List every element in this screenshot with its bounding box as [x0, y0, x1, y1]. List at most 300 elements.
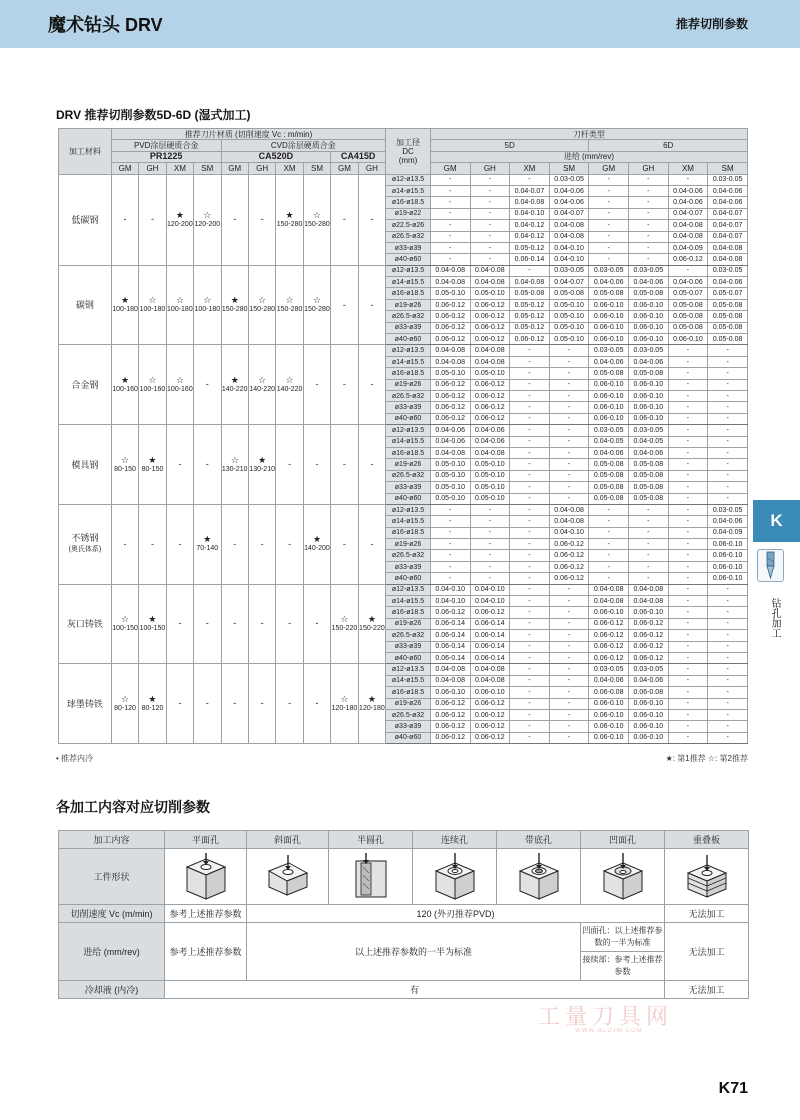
grade-recommendation: -	[276, 584, 303, 664]
feed-value: -	[589, 573, 629, 584]
feed-value: -	[430, 197, 470, 208]
feed-value: 0.06-0.10	[589, 390, 629, 401]
feed-value: 0.05-0.08	[708, 322, 748, 333]
feed-value: -	[708, 652, 748, 663]
feed-value: 0.06-0.08	[589, 687, 629, 698]
feed-value: 0.06-0.12	[430, 379, 470, 390]
diameter-range: ø33-ø39	[386, 482, 431, 493]
feed-value: 0.06-0.12	[589, 630, 629, 641]
feed-value: 0.04-0.05	[629, 436, 669, 447]
feed-value: 0.04-0.08	[629, 584, 669, 595]
feed-value: 0.06-0.10	[589, 698, 629, 709]
feed-value: -	[430, 185, 470, 196]
feed-value: -	[510, 436, 550, 447]
feed-value: -	[510, 379, 550, 390]
grade-recommendation: -	[276, 664, 303, 744]
feed-value: 0.04-0.06	[589, 356, 629, 367]
feed-value: 0.06-0.10	[589, 299, 629, 310]
feed-value: -	[668, 630, 708, 641]
feed-value: 0.06-0.14	[470, 652, 510, 663]
feed-value: 0.05-0.08	[589, 493, 629, 504]
feed-value: -	[549, 607, 589, 618]
feed-value: -	[668, 390, 708, 401]
feed-value: 0.06-0.10	[470, 687, 510, 698]
feed-value: 0.03-0.05	[629, 664, 669, 675]
feed-value: -	[510, 390, 550, 401]
feed-value: 0.04-0.06	[668, 277, 708, 288]
process-params-title: 各加工内容对应切削参数	[56, 799, 210, 815]
feed-value: -	[430, 242, 470, 253]
grade-recommendation: -	[248, 504, 275, 584]
diameter-range: ø12-ø13.5	[386, 584, 431, 595]
feed-value: 0.03-0.05	[629, 265, 669, 276]
feed-value: -	[629, 220, 669, 231]
grade-recommendation: ★ 150-280	[221, 265, 248, 345]
feed-value: 0.06-0.12	[549, 550, 589, 561]
grade-recommendation: ☆ 140-220	[248, 345, 275, 425]
feed-value: 0.06-0.12	[470, 390, 510, 401]
feed-value: -	[629, 561, 669, 572]
feed-value: 0.06-0.12	[470, 334, 510, 345]
feed-value: 0.06-0.12	[470, 322, 510, 333]
feed-value: 0.03-0.05	[589, 345, 629, 356]
diameter-range: ø40-ø60	[386, 254, 431, 265]
feed-value: 0.05-0.10	[430, 459, 470, 470]
cutting-params-table	[58, 128, 748, 744]
diameter-range: ø40-ø60	[386, 652, 431, 663]
feed-value: -	[708, 687, 748, 698]
feed-value: -	[668, 550, 708, 561]
feed-value: 0.05-0.10	[430, 288, 470, 299]
feed-value: -	[668, 687, 708, 698]
feed-value: 0.05-0.10	[430, 470, 470, 481]
feed-value: 0.06-0.12	[430, 698, 470, 709]
feed-value: -	[668, 596, 708, 607]
feed-value: 0.04-0.10	[549, 242, 589, 253]
feed-notes	[581, 923, 665, 981]
feed-value: -	[668, 436, 708, 447]
feed-value: 以上述推荐参数的一半为标准	[247, 923, 581, 981]
concave-note: 凹面孔：以上述推荐参数的一半为标准	[581, 923, 664, 952]
feed-value: 0.06-0.10	[629, 322, 669, 333]
feed-value: -	[708, 698, 748, 709]
feed-value: 0.05-0.08	[668, 322, 708, 333]
table-row	[59, 345, 748, 356]
feed-value: -	[549, 732, 589, 743]
feed-value: 0.06-0.10	[629, 390, 669, 401]
feed-value: -	[510, 539, 550, 550]
feed-value: -	[589, 539, 629, 550]
diameter-range: ø16-ø18.5	[386, 368, 431, 379]
bottomed-hole-icon	[497, 849, 581, 905]
feed-value: -	[668, 402, 708, 413]
grade-recommendation: -	[248, 174, 275, 265]
feed-value: 0.06-0.12	[430, 709, 470, 720]
col-half-round-hole: 半圆孔	[329, 831, 413, 849]
feed-value: -	[668, 664, 708, 675]
feed-value: -	[629, 573, 669, 584]
feed-value: -	[708, 721, 748, 732]
feed-value: 0.06-0.10	[708, 550, 748, 561]
feed-value: -	[549, 402, 589, 413]
feed-value: -	[708, 345, 748, 356]
feed-value: 0.04-0.08	[470, 447, 510, 458]
feed-value: 0.06-0.12	[668, 254, 708, 265]
pvd-header: PVD涂层硬质合金	[111, 140, 221, 151]
coolant-note: • 推荐内冷	[56, 754, 94, 763]
feed-value: -	[668, 539, 708, 550]
page-number: K71	[718, 1080, 748, 1097]
feed-value: 0.05-0.08	[708, 311, 748, 322]
feed-value: -	[549, 413, 589, 424]
grade-col: SM	[194, 163, 221, 174]
col-stacked-plate: 重叠板	[665, 831, 749, 849]
feed-value: 0.03-0.05	[708, 174, 748, 185]
feed-value: -	[510, 174, 550, 185]
feed-value: 0.06-0.12	[470, 379, 510, 390]
grade-recommendation: ☆ 100-160	[166, 345, 193, 425]
feed-value: 0.06-0.10	[589, 402, 629, 413]
feed-value: 0.04-0.08	[549, 220, 589, 231]
grade-col: GH	[358, 163, 386, 174]
grade-recommendation: ☆ 150-280	[303, 265, 330, 345]
diameter-range: ø14-ø15.5	[386, 675, 431, 686]
feed-value: -	[510, 687, 550, 698]
feed-value: -	[510, 265, 550, 276]
feed-value: -	[510, 607, 550, 618]
feed-value: 0.05-0.10	[470, 493, 510, 504]
feed-value: -	[510, 675, 550, 686]
diameter-range: ø26.5-ø32	[386, 390, 431, 401]
grade-recommendation: ☆ 120-200	[194, 174, 221, 265]
feed-col: GH	[629, 163, 669, 174]
feed-value: 0.06-0.12	[549, 561, 589, 572]
feed-value: -	[470, 527, 510, 538]
feed-value: 0.06-0.12	[470, 299, 510, 310]
feed-value: -	[708, 402, 748, 413]
feed-value: 0.06-0.10	[708, 539, 748, 550]
feed-value: -	[510, 698, 550, 709]
feed-value: -	[430, 231, 470, 242]
feed-value: 0.06-0.12	[589, 652, 629, 663]
feed-value: 0.04-0.08	[668, 220, 708, 231]
feed-value: -	[589, 174, 629, 185]
feed-value: 0.04-0.07	[708, 208, 748, 219]
feed-value: -	[589, 220, 629, 231]
feed-value: 0.05-0.08	[668, 311, 708, 322]
feed-value: -	[589, 185, 629, 196]
page-title: 魔术钻头 DRV	[48, 15, 163, 35]
feed-value: 0.06-0.10	[629, 607, 669, 618]
feed-value: -	[510, 618, 550, 629]
diameter-range: ø12-ø13.5	[386, 504, 431, 515]
feed-value: -	[708, 459, 748, 470]
diameter-range: ø14-ø15.5	[386, 356, 431, 367]
grade-recommendation: -	[194, 425, 221, 505]
feed-value: 0.06-0.14	[470, 618, 510, 629]
feed-value: 0.06-0.12	[589, 618, 629, 629]
flat-hole-icon	[165, 849, 247, 905]
feed-value: -	[708, 709, 748, 720]
feed-value: -	[549, 379, 589, 390]
grade-recommendation: -	[194, 584, 221, 664]
feed-value: -	[549, 459, 589, 470]
feed-value: -	[668, 493, 708, 504]
feed-value: -	[470, 254, 510, 265]
feed-value: 0.03-0.05	[708, 504, 748, 515]
feed-value: -	[510, 561, 550, 572]
feed-value: -	[668, 652, 708, 663]
feed-value: 0.04-0.06	[708, 277, 748, 288]
feed-value: -	[668, 675, 708, 686]
feed-value: 0.05-0.08	[668, 299, 708, 310]
feed-value: 0.06-0.12	[430, 299, 470, 310]
feed-value: 0.04-0.08	[470, 675, 510, 686]
diameter-range: ø33-ø39	[386, 402, 431, 413]
feed-value: 0.04-0.06	[549, 185, 589, 196]
col-concave-hole: 凹面孔	[581, 831, 665, 849]
feed-value: 0.06-0.10	[629, 379, 669, 390]
feed-value: -	[549, 630, 589, 641]
diameter-range: ø19-ø26	[386, 379, 431, 390]
grade-recommendation: -	[139, 174, 166, 265]
feed-value: -	[668, 721, 708, 732]
holder-type-header: 刀杆类型	[430, 129, 747, 140]
feed-value: 0.05-0.10	[470, 470, 510, 481]
feed-value: 0.04-0.07	[510, 185, 550, 196]
feed-value: 0.06-0.10	[629, 299, 669, 310]
feed-value: 0.04-0.10	[430, 584, 470, 595]
feed-value: -	[629, 231, 669, 242]
feed-value: 0.06-0.10	[629, 721, 669, 732]
feed-value: 0.04-0.08	[510, 277, 550, 288]
feed-value: 0.03-0.05	[629, 345, 669, 356]
feed-value: 0.05-0.08	[629, 368, 669, 379]
feed-value: -	[510, 459, 550, 470]
diameter-range: ø12-ø13.5	[386, 425, 431, 436]
feed-value: 0.06-0.12	[629, 618, 669, 629]
feed-value: 0.06-0.12	[470, 732, 510, 743]
feed-value: 0.05-0.10	[470, 368, 510, 379]
feed-value: 0.04-0.06	[668, 185, 708, 196]
diameter-range: ø40-ø60	[386, 573, 431, 584]
feed-value: 0.04-0.06	[629, 356, 669, 367]
feed-value: -	[708, 470, 748, 481]
feed-value: -	[549, 425, 589, 436]
diameter-range: ø12-ø13.5	[386, 345, 431, 356]
material-header: 加工材料	[59, 129, 112, 175]
feed-value: 0.03-0.05	[589, 265, 629, 276]
feed-value: -	[510, 493, 550, 504]
grade-recommendation: ★ 70-140	[194, 504, 221, 584]
feed-value: 0.05-0.08	[629, 470, 669, 481]
feed-value: 0.05-0.08	[708, 334, 748, 345]
feed-value: -	[668, 470, 708, 481]
feed-value: 0.06-0.14	[430, 630, 470, 641]
feed-value: -	[589, 527, 629, 538]
feed-value: 0.05-0.10	[549, 311, 589, 322]
feed-value: 0.06-0.12	[629, 652, 669, 663]
feed-value: 0.06-0.12	[430, 311, 470, 322]
feed-value: -	[589, 242, 629, 253]
table-row	[59, 664, 748, 675]
feed-value: -	[470, 504, 510, 515]
feed-value: 0.05-0.08	[629, 482, 669, 493]
feed-value: -	[668, 425, 708, 436]
grade-recommendation: -	[358, 265, 386, 345]
feed-value: -	[510, 402, 550, 413]
feed-value: -	[510, 482, 550, 493]
feed-value: 0.04-0.08	[708, 254, 748, 265]
feed-value: 0.04-0.07	[668, 208, 708, 219]
feed-value: 0.04-0.07	[549, 277, 589, 288]
feed-value: -	[549, 698, 589, 709]
grade-recommendation: -	[221, 504, 248, 584]
col-flat-hole: 平面孔	[165, 831, 247, 849]
grade-recommendation: -	[221, 584, 248, 664]
feed-value: -	[668, 174, 708, 185]
grade-recommendation: ★ 120-200	[166, 174, 193, 265]
grade-recommendation: ★ 120-180	[358, 664, 386, 744]
feed-value: -	[708, 630, 748, 641]
feed-value: -	[629, 527, 669, 538]
diameter-range: ø19-ø26	[386, 459, 431, 470]
holder-5d-header: 5D	[430, 140, 589, 151]
feed-value: 0.04-0.08	[470, 277, 510, 288]
grade-recommendation: ★ 100-150	[139, 584, 166, 664]
feed-value: 0.04-0.06	[708, 185, 748, 196]
feed-value: -	[470, 174, 510, 185]
drill-icon	[757, 549, 784, 582]
feed-value: 0.06-0.12	[470, 607, 510, 618]
feed-value: -	[668, 345, 708, 356]
feed-value: 0.04-0.07	[549, 208, 589, 219]
grade-recommendation: -	[166, 664, 193, 744]
feed-value: 0.04-0.06	[708, 516, 748, 527]
feed-value: 0.04-0.08	[430, 664, 470, 675]
feed-value: -	[430, 254, 470, 265]
feed-value: 0.05-0.10	[430, 482, 470, 493]
feed-value: 0.04-0.08	[470, 345, 510, 356]
feed-value: -	[549, 482, 589, 493]
feed-value: -	[470, 185, 510, 196]
feed-value: 0.05-0.08	[589, 470, 629, 481]
feed-value: -	[589, 231, 629, 242]
feed-value: 0.04-0.09	[708, 527, 748, 538]
feed-value: 0.04-0.08	[589, 596, 629, 607]
speed-ref: 参考上述推荐参数	[165, 905, 247, 923]
feed-value: -	[629, 550, 669, 561]
feed-value: -	[668, 584, 708, 595]
feed-value: -	[668, 265, 708, 276]
feed-value: 0.04-0.08	[430, 345, 470, 356]
feed-value: 0.04-0.10	[470, 584, 510, 595]
feed-value: 0.04-0.10	[549, 527, 589, 538]
feed-value: -	[589, 516, 629, 527]
diameter-range: ø16-ø18.5	[386, 447, 431, 458]
feed-value: -	[668, 516, 708, 527]
feed-value: 0.06-0.10	[589, 721, 629, 732]
cutting-params-title: DRV 推荐切削参数5D-6D (湿式加工)	[56, 108, 251, 122]
feed-value: -	[510, 413, 550, 424]
feed-value: -	[668, 607, 708, 618]
feed-value: -	[589, 254, 629, 265]
feed-col: GH	[470, 163, 510, 174]
feed-value: -	[470, 573, 510, 584]
feed-value: 0.06-0.12	[470, 721, 510, 732]
feed-value: -	[708, 584, 748, 595]
grade-recommendation: ☆ 80-150	[111, 425, 138, 505]
grade-recommendation: ☆ 100-180	[194, 265, 221, 345]
feed-value: -	[510, 356, 550, 367]
diameter-range: ø14-ø15.5	[386, 185, 431, 196]
feed-value: -	[430, 220, 470, 231]
feed-value: -	[708, 732, 748, 743]
grade-recommendation: -	[303, 345, 330, 425]
feed-value: -	[510, 504, 550, 515]
feed-value: -	[589, 197, 629, 208]
grade-recommendation: -	[221, 664, 248, 744]
feed-col: XM	[668, 163, 708, 174]
grade-recommendation: -	[331, 345, 358, 425]
feed-value: 0.05-0.12	[510, 299, 550, 310]
feed-header: 进给 (mm/rev)	[430, 151, 747, 162]
feed-value: 0.04-0.08	[629, 596, 669, 607]
grade-recommendation: ★ 80-150	[139, 425, 166, 505]
feed-value: 0.05-0.08	[589, 368, 629, 379]
feed-value: 0.06-0.14	[470, 630, 510, 641]
feed-value: 0.03-0.05	[549, 174, 589, 185]
feed-value: 0.06-0.12	[430, 390, 470, 401]
grade-recommendation: -	[194, 345, 221, 425]
continuous-note: 接续部：参考上述推荐参数	[582, 955, 663, 976]
feed-value: 0.06-0.12	[549, 539, 589, 550]
feed-value: 0.05-0.08	[510, 288, 550, 299]
grade-recommendation: ☆ 130-210	[221, 425, 248, 505]
grade-recommendation: -	[248, 584, 275, 664]
feed-value: 0.06-0.08	[629, 687, 669, 698]
feed-value: -	[708, 447, 748, 458]
diameter-range: ø26.5-ø32	[386, 550, 431, 561]
grade-ca415d: CA415D	[331, 151, 386, 162]
feed-value: 0.04-0.07	[708, 231, 748, 242]
diameter-range: ø33-ø39	[386, 721, 431, 732]
feed-value: -	[430, 174, 470, 185]
table-row	[59, 425, 748, 436]
feed-value: -	[510, 345, 550, 356]
table-row	[59, 584, 748, 595]
feed-value: -	[549, 470, 589, 481]
feed-value: 0.06-0.10	[629, 311, 669, 322]
feed-value: -	[510, 664, 550, 675]
feed-col: SM	[549, 163, 589, 174]
half-round-hole-icon	[329, 849, 413, 905]
grade-recommendation: ★ 130-210	[248, 425, 275, 505]
feed-value: -	[629, 504, 669, 515]
feed-value: 0.05-0.10	[470, 459, 510, 470]
feed-value: 0.04-0.10	[470, 596, 510, 607]
diameter-range: ø16-ø18.5	[386, 288, 431, 299]
material-name: 低碳钢	[59, 174, 112, 265]
section-tab-k[interactable]: K	[753, 500, 800, 542]
feed-value: -	[510, 596, 550, 607]
grade-recommendation: ★ 150-280	[276, 174, 303, 265]
feed-value: 0.06-0.10	[589, 732, 629, 743]
feed-value: 0.06-0.14	[430, 618, 470, 629]
col-inclined-hole: 斜面孔	[247, 831, 329, 849]
feed-value: -	[430, 208, 470, 219]
feed-value: -	[430, 539, 470, 550]
